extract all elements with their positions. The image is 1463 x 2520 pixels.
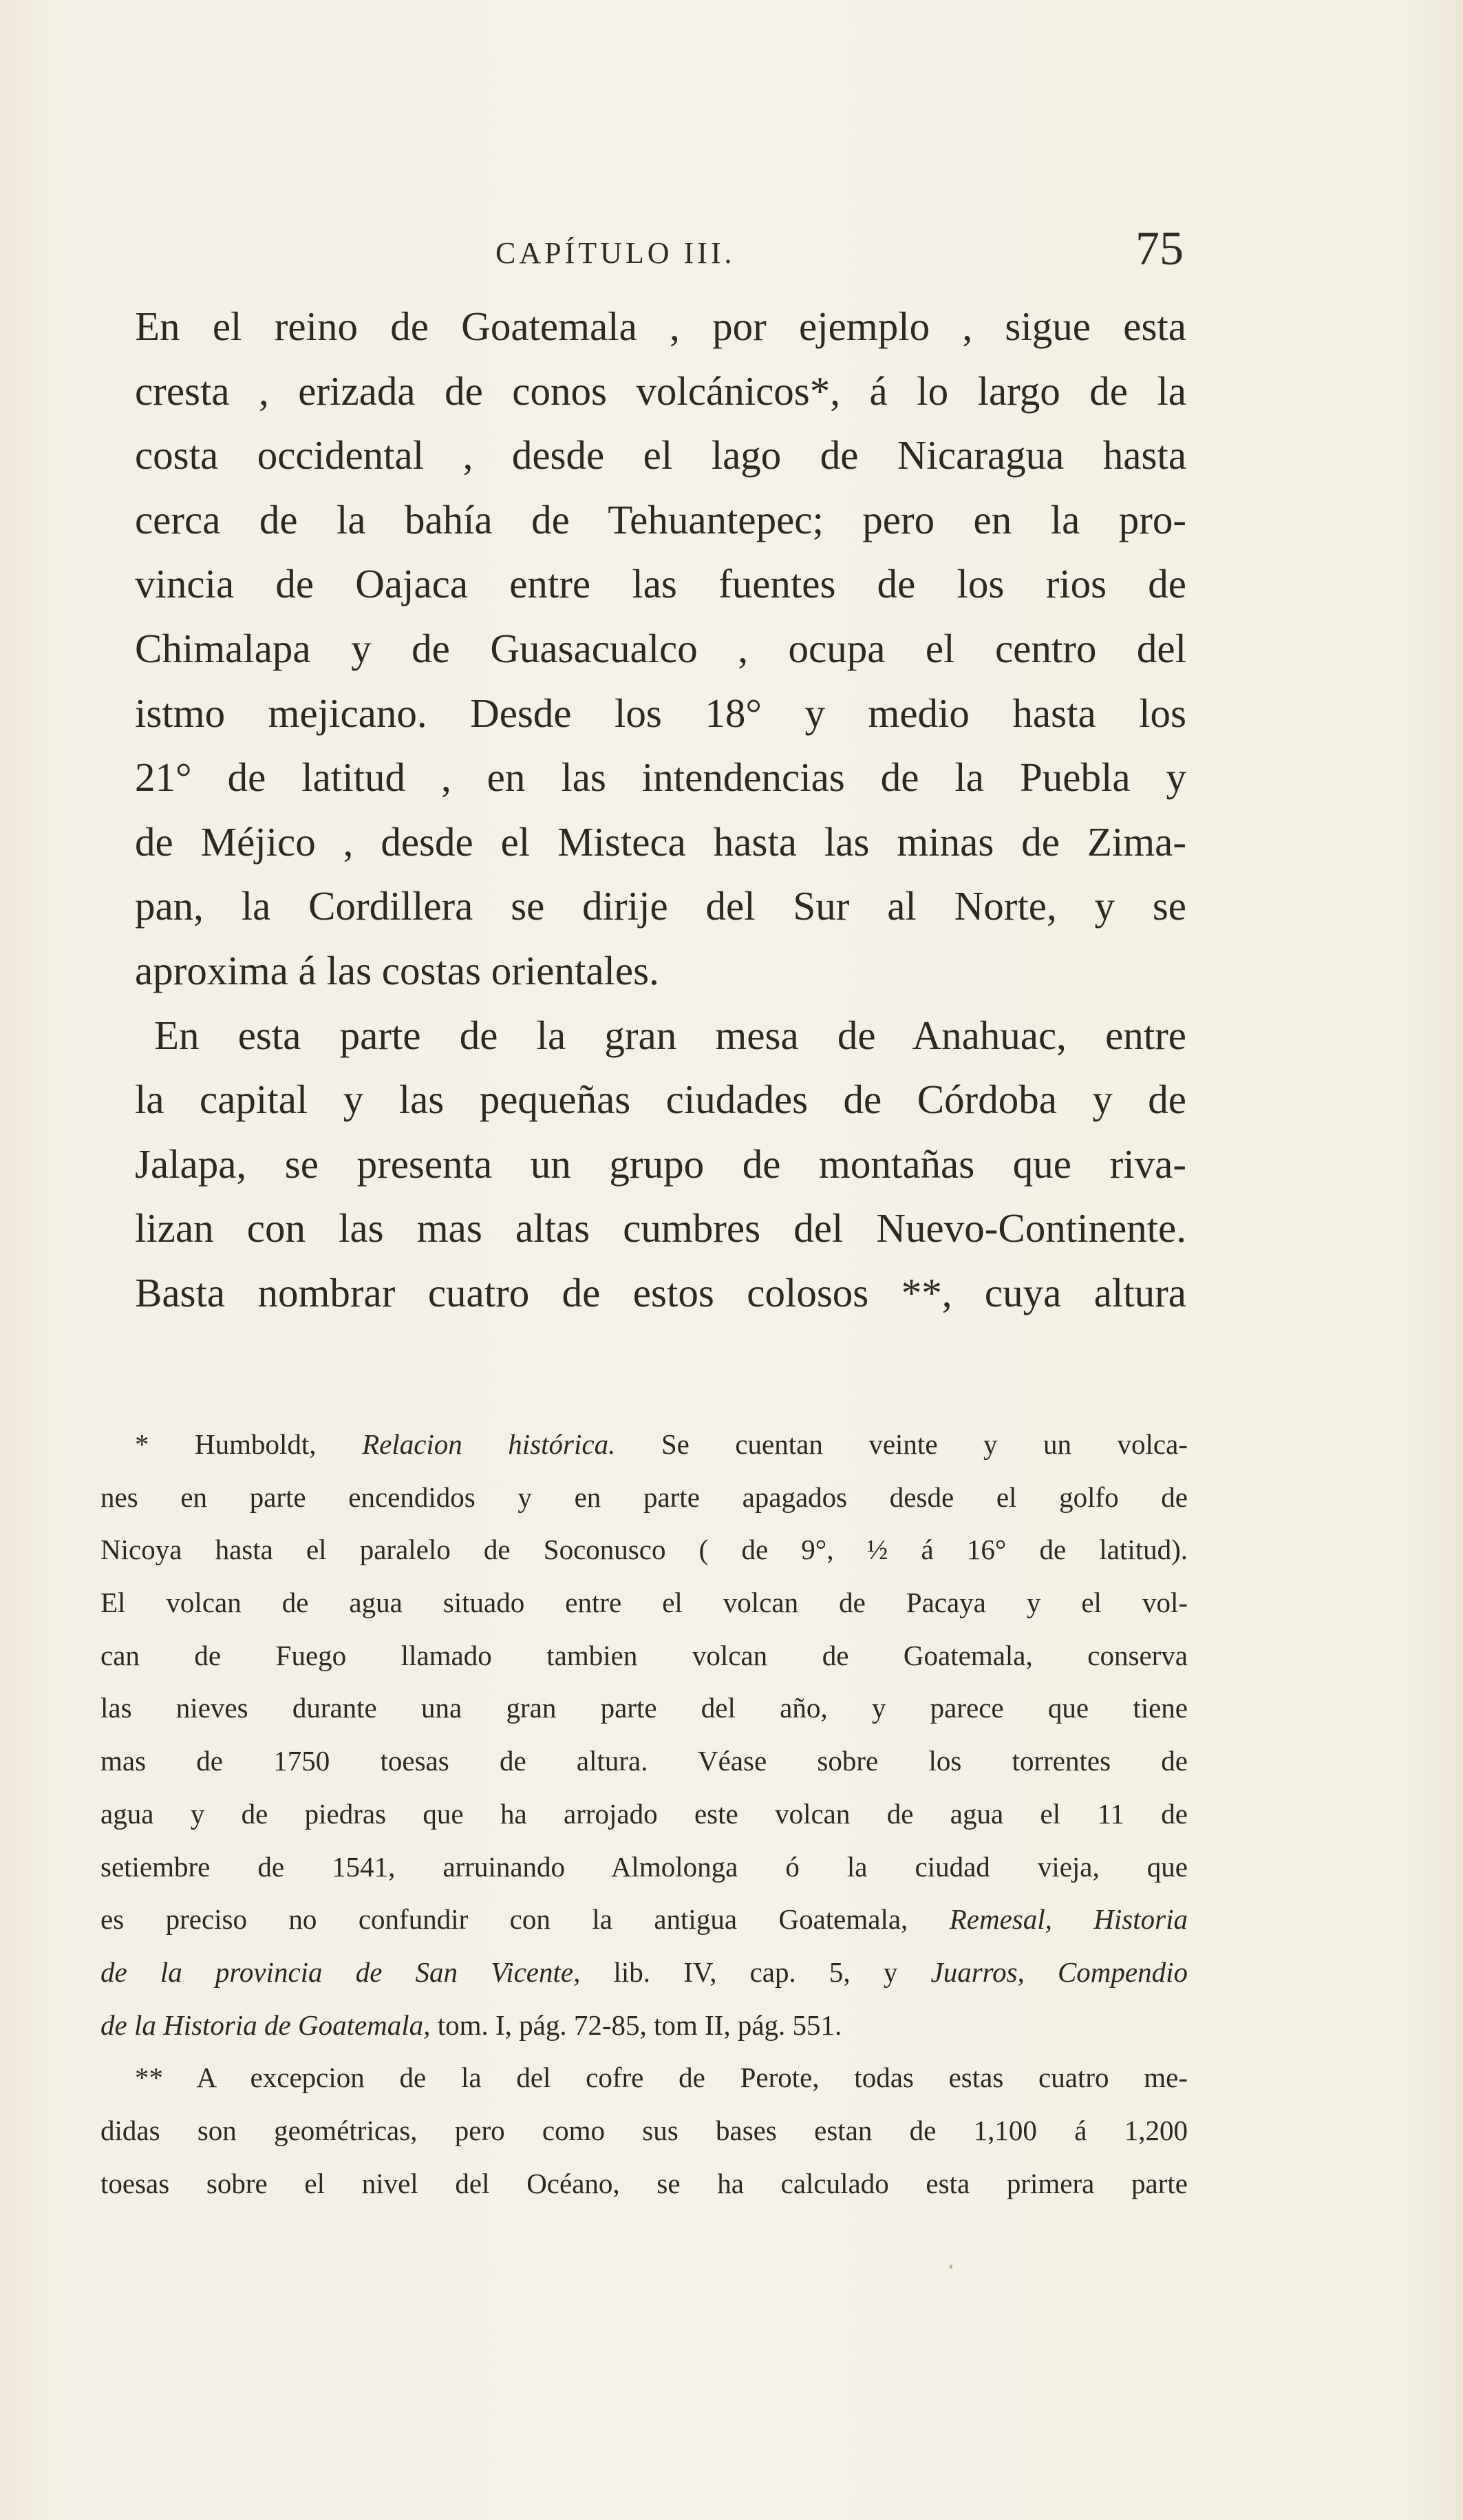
text-line: costa occidental , desde el lago de Nicaragua hasta [135,432,1186,478]
text-line: En el reino de Goatemala , por ejemplo , sigue esta [135,304,1186,349]
footnote-line: mas de 1750 toesas de altura. Véase sobre los torrentes de [100,1745,1188,1777]
paper-speck [950,2265,952,2269]
page-header [495,222,1184,284]
text-line: En esta parte de la gran mesa de Anahuac, entre [154,1012,1186,1058]
page-number: 75 [1135,222,1184,275]
text-line: 21° de latitud , en las intendencias de la Puebla y [135,754,1186,801]
text-line: istmo mejicano. Desde los 18° y medio hasta los [135,690,1186,736]
footnote-line: didas son geométricas, pero como sus bases estan de 1,100 á 1,200 [100,2114,1188,2146]
text-line: Jalapa, se presenta un grupo de montañas que riva- [135,1141,1186,1187]
footnote-line: toesas sobre el nivel del Océano, se ha calculado esta primera parte [100,2167,1188,2199]
text-line: la capital y las pequeñas ciudades de Córdoba y de [135,1077,1186,1123]
text-line: lizan con las mas altas cumbres del Nuevo-Continente. [135,1205,1186,1251]
text-line: vincia de Oajaca entre las fuentes de los rios de [135,561,1186,607]
footnote-line: agua y de piedras que ha arrojado este volcan de agua el 11 de [100,1797,1188,1830]
main-text [135,295,1186,1326]
footnote-line: El volcan de agua situado entre el volcan de Pacaya y el vol- [100,1587,1188,1619]
text-line: Basta nombrar cuatro de estos colosos **, cuya altura [135,1269,1186,1315]
footnote-line: Nicoya hasta el paralelo de Soconusco ( de 9°, ½ á 16° de latitud). [100,1534,1188,1566]
text-line: cresta , erizada de conos volcánicos*, á lo largo de la [135,368,1186,414]
text-line: cerca de la bahía de Tehuantepec; pero en la pro- [135,496,1186,542]
text-line: de Méjico , desde el Misteca hasta las minas de Zima- [135,818,1186,865]
footnote-marker: * [135,1428,149,1460]
footnote-line: ** A excepcion de la del cofre de Perote, todas estas cuatro me- [135,2062,1188,2094]
text-line: Chimalapa y de Guasacualco , ocupa el centro del [135,625,1186,671]
footnote-line: las nieves durante una gran parte del año, y parece que tiene [100,1692,1188,1724]
footnote-line: de la provincia de San Vicente, lib. IV, cap. 5, y Juarros, Compendio [100,1956,1188,1988]
running-title: CAPÍTULO III. [495,236,736,270]
footnote-line: nes en parte encendidos y en parte apagados desde el golfo de [100,1481,1188,1513]
text-line: aproxima á las costas orientales. [135,947,659,993]
footnotes [100,1418,1188,2210]
footnote-line: * Humboldt, Relacion histórica. Se cuentan veinte y un volca- [135,1428,1188,1460]
text-line: pan, la Cordillera se dirije del Sur al Norte, y se [135,883,1186,929]
footnote-line: setiembre de 1541, arruinando Almolonga ó la ciudad vieja, que [100,1850,1188,1883]
footnote-line: es preciso no confundir con la antigua Goatemala, Remesal, Historia [100,1903,1188,1936]
footnote-line: de la Historia de Goatemala, tom. I, pág. 72-85, tom II, pág. 551. [100,2009,842,2041]
footnote-line: can de Fuego llamado tambien volcan de Goatemala, conserva [100,1639,1188,1671]
footnote-marker: ** [135,2062,163,2094]
